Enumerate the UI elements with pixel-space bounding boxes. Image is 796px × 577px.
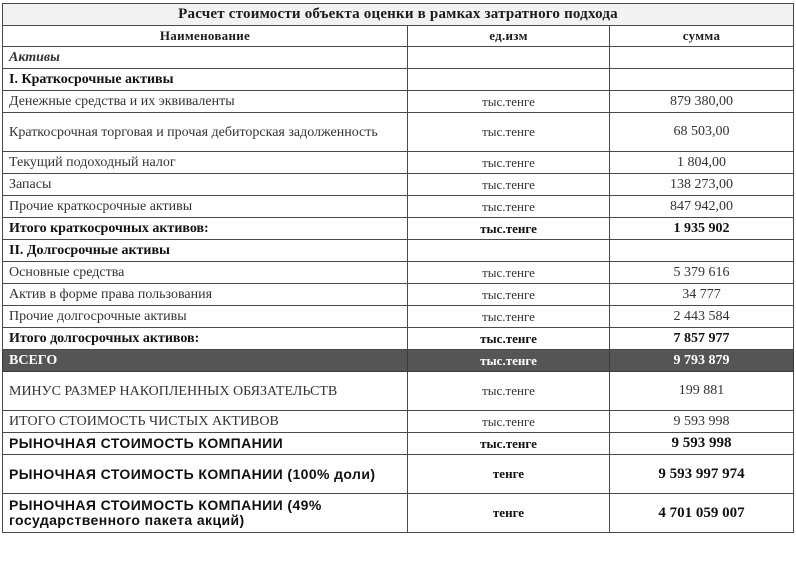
- row-value-cell: 7 857 977: [610, 328, 794, 350]
- table-row: [3, 174, 794, 196]
- row-unit-cell: тыс.тенге: [408, 174, 610, 196]
- row-unit-cell: тыс.тенге: [408, 113, 610, 152]
- row-name-cell: Итого краткосрочных активов:: [3, 218, 408, 240]
- row-unit-cell: тыс.тенге: [408, 218, 610, 240]
- row-name-cell: I. Краткосрочные активы: [3, 69, 408, 91]
- row-name-cell: Итого долгосрочных активов:: [3, 328, 408, 350]
- row-value-cell: 68 503,00: [610, 113, 794, 152]
- column-header-unit: ед.изм: [408, 26, 610, 47]
- row-unit-cell: [408, 47, 610, 69]
- row-value-cell: 4 701 059 007: [610, 494, 794, 533]
- table-row: [3, 433, 794, 455]
- table-row: [3, 47, 794, 69]
- row-name-cell: РЫНОЧНАЯ СТОИМОСТЬ КОМПАНИИ (49% государственного пакета акций): [3, 494, 408, 533]
- table-row: [3, 91, 794, 113]
- row-unit-cell: тыс.тенге: [408, 350, 610, 372]
- row-name-cell: ВСЕГО: [3, 350, 408, 372]
- table-row: [3, 196, 794, 218]
- row-unit-cell: [408, 69, 610, 91]
- row-name-cell: Активы: [3, 47, 408, 69]
- table-row: [3, 284, 794, 306]
- row-value-cell: 879 380,00: [610, 91, 794, 113]
- row-value-cell: 2 443 584: [610, 306, 794, 328]
- row-value-cell: 9 593 998: [610, 411, 794, 433]
- column-header-name: Наименование: [3, 26, 408, 47]
- cost-approach-table: [2, 3, 794, 533]
- row-unit-cell: тыс.тенге: [408, 411, 610, 433]
- row-name-cell: Прочие краткосрочные активы: [3, 196, 408, 218]
- table-row: [3, 262, 794, 284]
- table-row: [3, 306, 794, 328]
- table-row: [3, 455, 794, 494]
- row-unit-cell: тыс.тенге: [408, 306, 610, 328]
- row-value-cell: 847 942,00: [610, 196, 794, 218]
- table-row: [3, 494, 794, 533]
- row-unit-cell: тыс.тенге: [408, 433, 610, 455]
- table-row: [3, 152, 794, 174]
- row-value-cell: 9 593 998: [610, 433, 794, 455]
- row-name-cell: РЫНОЧНАЯ СТОИМОСТЬ КОМПАНИИ: [3, 433, 408, 455]
- row-value-cell: [610, 69, 794, 91]
- row-value-cell: 1 935 902: [610, 218, 794, 240]
- column-header-sum: сумма: [610, 26, 794, 47]
- row-unit-cell: тыс.тенге: [408, 152, 610, 174]
- table-row: [3, 350, 794, 372]
- table-row: [3, 218, 794, 240]
- table-row: [3, 113, 794, 152]
- row-value-cell: 199 881: [610, 372, 794, 411]
- row-name-cell: Основные средства: [3, 262, 408, 284]
- row-name-cell: Текущий подоходный налог: [3, 152, 408, 174]
- row-name-cell: Денежные средства и их эквиваленты: [3, 91, 408, 113]
- row-unit-cell: тыс.тенге: [408, 196, 610, 218]
- row-unit-cell: тенге: [408, 494, 610, 533]
- table-row: [3, 328, 794, 350]
- table-row: [3, 372, 794, 411]
- row-unit-cell: тыс.тенге: [408, 284, 610, 306]
- row-unit-cell: тыс.тенге: [408, 262, 610, 284]
- row-name-cell: Запасы: [3, 174, 408, 196]
- row-name-cell: РЫНОЧНАЯ СТОИМОСТЬ КОМПАНИИ (100% доли): [3, 455, 408, 494]
- row-value-cell: [610, 240, 794, 262]
- row-value-cell: 34 777: [610, 284, 794, 306]
- row-value-cell: 138 273,00: [610, 174, 794, 196]
- table-row: [3, 240, 794, 262]
- table-row: [3, 411, 794, 433]
- valuation-table-container: [2, 3, 793, 533]
- row-name-cell: II. Долгосрочные активы: [3, 240, 408, 262]
- row-name-cell: Краткосрочная торговая и прочая дебиторская задолженность: [3, 113, 408, 152]
- row-unit-cell: тенге: [408, 455, 610, 494]
- table-title: Расчет стоимости объекта оценки в рамках затратного подхода: [3, 4, 794, 26]
- row-name-cell: ИТОГО СТОИМОСТЬ ЧИСТЫХ АКТИВОВ: [3, 411, 408, 433]
- row-value-cell: [610, 47, 794, 69]
- row-value-cell: 9 793 879: [610, 350, 794, 372]
- row-value-cell: 9 593 997 974: [610, 455, 794, 494]
- table-body: [3, 47, 794, 533]
- row-name-cell: МИНУС РАЗМЕР НАКОПЛЕННЫХ ОБЯЗАТЕЛЬСТВ: [3, 372, 408, 411]
- row-value-cell: 5 379 616: [610, 262, 794, 284]
- row-unit-cell: тыс.тенге: [408, 91, 610, 113]
- row-value-cell: 1 804,00: [610, 152, 794, 174]
- row-unit-cell: [408, 240, 610, 262]
- row-name-cell: Прочие долгосрочные активы: [3, 306, 408, 328]
- row-name-cell: Актив в форме права пользования: [3, 284, 408, 306]
- table-row: [3, 69, 794, 91]
- row-unit-cell: тыс.тенге: [408, 328, 610, 350]
- row-unit-cell: тыс.тенге: [408, 372, 610, 411]
